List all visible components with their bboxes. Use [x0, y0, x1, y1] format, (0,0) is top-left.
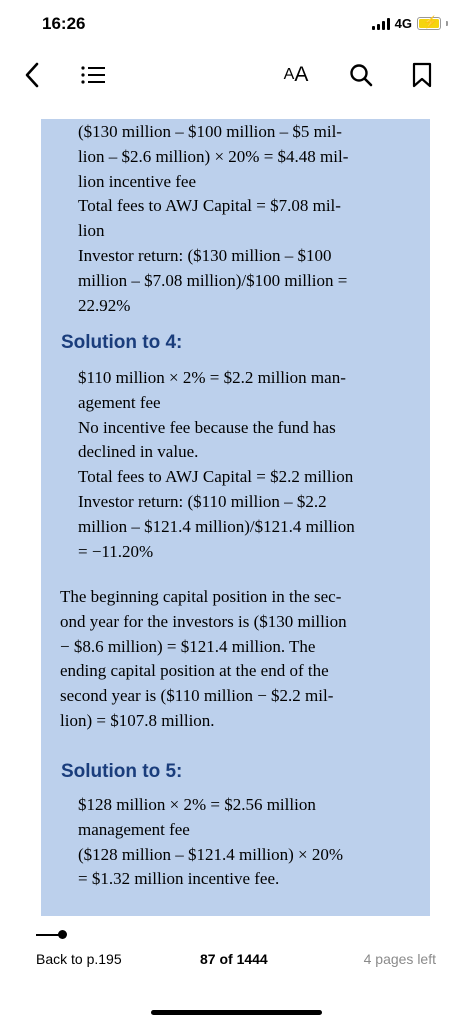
pages-left: 4 pages left: [363, 951, 436, 967]
battery-cap: [446, 21, 448, 26]
text-line: lion: [78, 221, 105, 241]
text-line: million – $121.4 million)/$121.4 million: [78, 516, 355, 536]
capital-position-paragraph: [60, 585, 420, 734]
search-button[interactable]: [343, 55, 379, 95]
text-line: $128 million × 2% = $2.56 million: [78, 795, 316, 814]
solution-5-heading: Solution to 5:: [61, 761, 183, 782]
list-icon: [80, 64, 106, 86]
table-of-contents-button[interactable]: [75, 55, 111, 95]
solution-4-body: [78, 366, 418, 564]
reader-footer: [0, 951, 474, 971]
status-time: 16:26: [42, 14, 86, 33]
signal-icon: [372, 18, 390, 30]
font-large-glyph: A: [294, 63, 309, 86]
text-line: ending capital position at the end of the: [60, 661, 329, 681]
text-line: The beginning capital position in the sec-: [60, 587, 342, 606]
text-line: ($128 million – $121.4 million) × 20%: [78, 844, 344, 864]
text-line: = −11.20%: [78, 541, 154, 561]
page-position: 87 of 1444: [200, 951, 268, 967]
back-to-page-link[interactable]: Back to p.195: [36, 951, 122, 967]
text-line: No incentive fee because the fund has: [78, 417, 336, 437]
text-line: Investor return: ($110 million – $2.2: [78, 491, 327, 511]
solution-5-body: [78, 793, 418, 892]
font-size-button[interactable]: [276, 55, 316, 95]
solution-3-continuation: [78, 120, 418, 318]
text-line: ($130 million – $100 million – $5 mil-: [78, 122, 342, 141]
text-line: 22.92%: [78, 295, 131, 315]
text-line: $110 million × 2% = $2.2 million man-: [78, 368, 346, 387]
solution-4-heading: Solution to 4:: [61, 332, 183, 353]
battery-icon: ⚡: [417, 17, 441, 30]
text-line: Total fees to AWJ Capital = $2.2 million: [78, 467, 354, 487]
home-indicator[interactable]: [151, 1010, 322, 1015]
network-type: 4G: [394, 16, 412, 31]
text-line: Total fees to AWJ Capital = $7.08 mil-: [78, 196, 341, 216]
text-line: second year is ($110 million − $2.2 mil-: [60, 686, 334, 706]
text-line: − $8.6 million) = $121.4 million. The: [60, 636, 316, 656]
status-bar: [0, 0, 474, 50]
text-line: declined in value.: [78, 442, 199, 462]
text-line: lion – $2.6 million) × 20% = $4.48 mil-: [78, 146, 349, 166]
page-scrubber-handle[interactable]: [58, 930, 67, 939]
bookmark-button[interactable]: [404, 55, 440, 95]
chevron-left-icon: [24, 62, 40, 88]
search-icon: [349, 63, 373, 87]
text-line: ond year for the investors is ($130 million: [60, 611, 347, 631]
status-indicators: [372, 16, 448, 31]
bookmark-icon: [412, 62, 432, 88]
text-line: lion) = $107.8 million.: [60, 710, 215, 730]
reader-toolbar: [0, 55, 474, 95]
text-line: million – $7.08 million)/$100 million =: [78, 270, 348, 290]
text-line: agement fee: [78, 392, 161, 412]
text-line: Investor return: ($130 million – $100: [78, 245, 332, 265]
text-line: = $1.32 million incentive fee.: [78, 869, 280, 889]
back-button[interactable]: [14, 55, 50, 95]
font-small-glyph: A: [283, 66, 295, 83]
text-line: lion incentive fee: [78, 171, 197, 191]
text-line: management fee: [78, 819, 190, 839]
